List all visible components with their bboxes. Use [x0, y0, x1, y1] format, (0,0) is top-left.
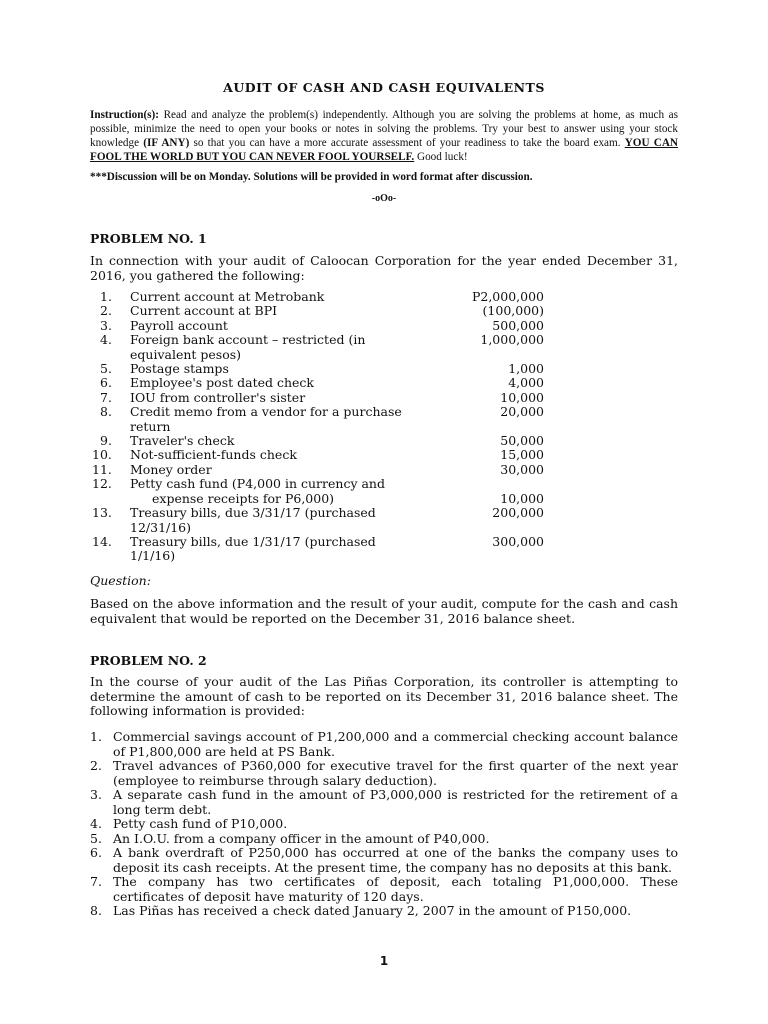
list-item — [90, 730, 678, 759]
item-number: 2. — [100, 303, 112, 319]
item-amount: 1,000,000 — [480, 332, 544, 348]
item-number: 9. — [100, 433, 112, 449]
item-number: 6. — [100, 375, 112, 391]
item-text: Current account at BPI — [130, 303, 278, 319]
item-text: Treasury bills, due 1/31/17 (purchased 1/1/16) — [130, 533, 376, 564]
problem1-heading: PROBLEM NO. 1 — [90, 231, 207, 246]
item-amount: 10,000 — [500, 490, 544, 506]
list-item — [90, 434, 550, 448]
item-number: 1. — [100, 289, 112, 304]
list-item — [90, 319, 550, 333]
item-text: Employee's post dated check — [130, 375, 314, 391]
item-text: The company has two certificates of deposit, each totaling P1,000,000. These certificates of deposit have maturity of 120 days. — [113, 874, 678, 904]
item-number: 4. — [100, 332, 112, 348]
item-text-line2: expense receipts for P6,000) — [152, 490, 335, 506]
item-amount: 4,000 — [508, 375, 544, 391]
item-amount: 50,000 — [500, 433, 544, 449]
list-item — [90, 817, 678, 832]
separator: -oOo- — [371, 193, 397, 204]
item-text: Current account at Metrobank — [130, 289, 325, 304]
item-amount: 15,000 — [500, 447, 544, 463]
item-number: 8. — [90, 903, 102, 918]
problem1-list — [90, 290, 550, 564]
item-number: 6. — [90, 845, 102, 860]
item-text: Travel advances of P360,000 for executive travel for the first quarter of the next year (employee to reimburse through salary deduction). — [113, 758, 678, 788]
instructions-if-any: (IF ANY) — [143, 137, 190, 149]
document-title: AUDIT OF CASH AND CASH EQUIVALENTS — [223, 80, 545, 95]
item-text: Credit memo from a vendor for a purchase return — [130, 404, 402, 434]
problem1-intro: In connection with your audit of Caloocan Corporation for the year ended December 31, 2016, you gathered the following: — [90, 253, 678, 283]
item-number: 5. — [100, 361, 112, 377]
list-item — [90, 506, 550, 535]
item-text: IOU from controller's sister — [130, 389, 306, 405]
item-text-line1: Petty cash fund (P4,000 in currency and — [130, 476, 385, 492]
list-item — [90, 875, 678, 904]
instructions-text-b: so that you can have a more accurate assessment of your readiness to take the board exam. — [193, 137, 621, 149]
item-number: 7. — [100, 389, 112, 405]
instructions — [90, 108, 678, 164]
item-number: 10. — [92, 447, 112, 463]
item-number: 3. — [90, 787, 102, 802]
item-text: Treasury bills, due 3/31/17 (purchased 12/31/16) — [130, 505, 376, 535]
item-amount: (100,000) — [482, 303, 544, 319]
problem2-list — [90, 730, 678, 919]
list-item — [90, 391, 550, 405]
list-item — [90, 904, 678, 919]
list-item — [90, 535, 550, 564]
item-number: 4. — [90, 816, 102, 831]
problem2-intro: In the course of your audit of the Las Piñas Corporation, its controller is attempting to determine the amount of cash to be reported on its December 31, 2016 balance sheet. The following information is provided: — [90, 674, 678, 718]
item-amount: P2,000,000 — [471, 289, 544, 304]
item-number: 7. — [90, 874, 102, 889]
item-number: 3. — [100, 317, 112, 333]
item-amount: 300,000 — [492, 533, 544, 549]
item-number: 5. — [90, 830, 102, 846]
problem1-question: Based on the above information and the result of your audit, compute for the cash and cash equivalent that would be reported on the December 31, 2016 balance sheet. — [90, 596, 678, 626]
item-text: A bank overdraft of P250,000 has occurred at one of the banks the company uses to deposit its cash receipts. At the present time, the company has no deposits at this bank. — [113, 845, 678, 875]
list-item — [90, 477, 550, 506]
item-amount: 200,000 — [492, 505, 544, 521]
item-text: Commercial savings account of P1,200,000 and a commercial checking account balance of P1,800,000 are held at PS Bank. — [113, 729, 678, 759]
item-number: 14. — [92, 533, 112, 549]
list-item — [90, 846, 678, 875]
item-amount: 500,000 — [492, 317, 544, 333]
instructions-text-a: Read and analyze the problem(s) independently. Although you are solving the problems at home, as much as possible, minimize the need to open your books or notes in solving the problems. Try your best to answer using your stock knowledge — [90, 109, 678, 149]
item-text: Petty cash fund of P10,000. — [113, 816, 288, 831]
instructions-closing: Good luck! — [417, 151, 468, 163]
list-item — [90, 333, 550, 362]
discussion-note: ***Discussion will be on Monday. Solutions will be provided in word format after discussion. — [90, 171, 533, 183]
item-text — [130, 477, 415, 506]
item-number: 11. — [92, 461, 112, 477]
item-text: Money order — [130, 461, 212, 477]
problem1-question-label: Question: — [90, 573, 151, 588]
list-item — [90, 290, 550, 304]
list-item — [90, 759, 678, 788]
item-number: 8. — [100, 404, 112, 420]
list-item — [90, 405, 550, 434]
item-text: Payroll account — [130, 317, 228, 333]
list-item — [90, 304, 550, 318]
instructions-shout: YOU CAN FOOL THE WORLD BUT YOU CAN NEVER FOOL YOURSELF. — [90, 137, 678, 163]
item-text: Las Piñas has received a check dated January 2, 2007 in the amount of P150,000. — [113, 903, 632, 918]
item-amount: 20,000 — [500, 404, 544, 420]
instructions-label: Instruction(s): — [90, 109, 159, 121]
item-number: 1. — [90, 729, 102, 744]
list-item — [90, 376, 550, 390]
list-item — [90, 832, 678, 847]
problem2-heading: PROBLEM NO. 2 — [90, 653, 207, 668]
item-text: Traveler's check — [130, 433, 235, 449]
item-number: 12. — [92, 476, 112, 492]
item-text: An I.O.U. from a company officer in the amount of P40,000. — [113, 830, 490, 846]
item-text: Foreign bank account – restricted (in equivalent pesos) — [130, 332, 366, 362]
item-amount: 10,000 — [500, 389, 544, 405]
list-item — [90, 448, 550, 462]
item-number: 2. — [90, 758, 102, 773]
page-number: 1 — [379, 954, 389, 968]
item-amount: 1,000 — [508, 361, 544, 377]
item-text: Not-sufficient-funds check — [130, 447, 297, 463]
list-item — [90, 788, 678, 817]
item-text: Postage stamps — [130, 361, 229, 377]
list-item — [90, 362, 550, 376]
list-item — [90, 463, 550, 477]
item-text: A separate cash fund in the amount of P3,000,000 is restricted for the retirement of a long term debt. — [113, 787, 678, 817]
item-number: 13. — [92, 505, 112, 521]
item-amount: 30,000 — [500, 461, 544, 477]
